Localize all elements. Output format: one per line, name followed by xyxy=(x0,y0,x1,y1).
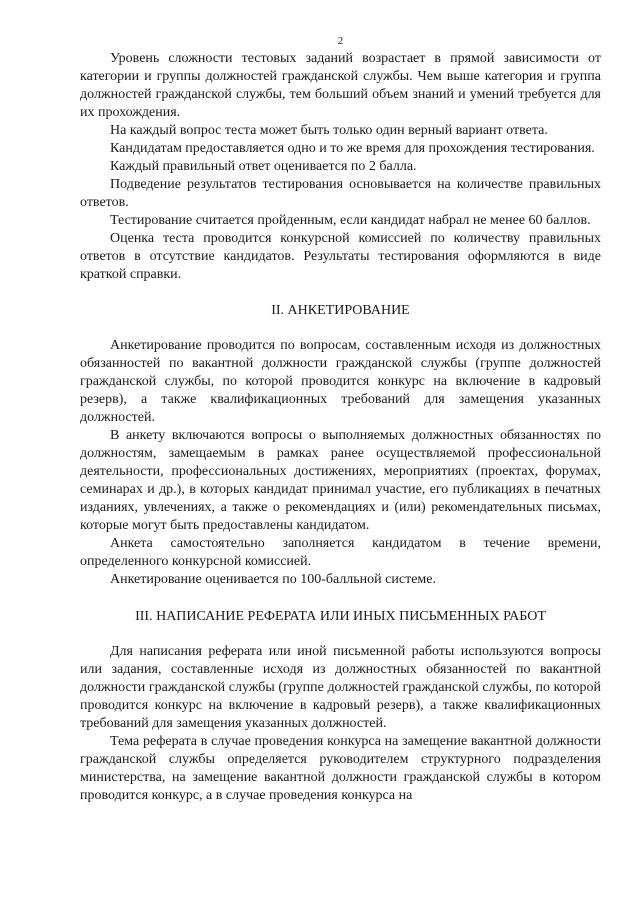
paragraph-questionnaire-content: В анкету включаются вопросы о выполняемых должностных обязанностях по должностям, замещаемым в рамках ранее осуществляемой профессиональной деятельности, профессиональных достижениях, мероприятиях (проектах, форумах, семинарах и др.), в которых кандидат принимал участие, его публикациях в печатных изданиях, увлечениях, а также о рекомендациях и (или) рекомендательных письмах, которые могут быть предоставлены кандидатом. xyxy=(80,428,601,533)
paragraph-questionnaire-filling: Анкета самостоятельно заполняется кандидатом в течение времени, определенного конкурсной комиссией. xyxy=(80,536,601,569)
paragraph-single-answer: На каждый вопрос теста может быть только один верный вариант ответа. xyxy=(110,123,548,138)
section-title-essay: III. НАПИСАНИЕ РЕФЕРАТА ИЛИ ИНЫХ ПИСЬМЕННЫХ РАБОТ xyxy=(135,609,546,624)
paragraph-equal-time: Кандидатам предоставляется одно и то же время для прохождения тестирования. xyxy=(110,141,595,156)
paragraph-questionnaire-basis: Анкетирование проводится по вопросам, составленным исходя из должностных обязанностей по вакантной должности гражданской службы (группе должностей гражданской службы, по которой проводится конкурс на включение в кадровый резерв), а также квалификационных требований для замещения указанных должностей. xyxy=(80,338,601,425)
page-number: 2 xyxy=(337,35,344,47)
paragraph-points-per-answer: Каждый правильный ответ оценивается по 2 балла. xyxy=(110,159,417,174)
section-title-questionnaire: II. АНКЕТИРОВАНИЕ xyxy=(271,303,410,318)
paragraph-essay-basis: Для написания реферата или иной письменной работы используются вопросы или задания, составленные исходя из должностных обязанностей по вакантной должности гражданской службы (группе должностей гражданской службы, по которой проводится конкурс на включение в кадровый резерв), а также квалификационных требований для замещения указанных должностей. xyxy=(80,644,601,731)
paragraph-pass-threshold: Тестирование считается пройденным, если кандидат набрал не менее 60 баллов. xyxy=(110,213,591,228)
paragraph-results-basis: Подведение результатов тестирования основывается на количестве правильных ответов. xyxy=(80,177,601,210)
paragraph-essay-topic: Тема реферата в случае проведения конкурса на замещение вакантной должности гражданской службы определяется руководителем структурного подразделения министерства, на замещение вакантной должности гражданской службы в котором проводится конкурс, а в случае проведения конкурса на xyxy=(80,734,601,803)
paragraph-commission-evaluation: Оценка теста проводится конкурсной комиссией по количеству правильных ответов в отсутствие кандидатов. Результаты тестирования оформляются в виде краткой справки. xyxy=(80,231,601,282)
document-page xyxy=(80,34,601,805)
paragraph-test-difficulty: Уровень сложности тестовых заданий возрастает в прямой зависимости от категории и группы должностей гражданской службы. Чем выше категория и группа должностей гражданской службы, тем больший объем знаний и умений требуется для их прохождения. xyxy=(80,51,601,120)
paragraph-questionnaire-scoring: Анкетирование оценивается по 100-балльной системе. xyxy=(110,572,436,587)
